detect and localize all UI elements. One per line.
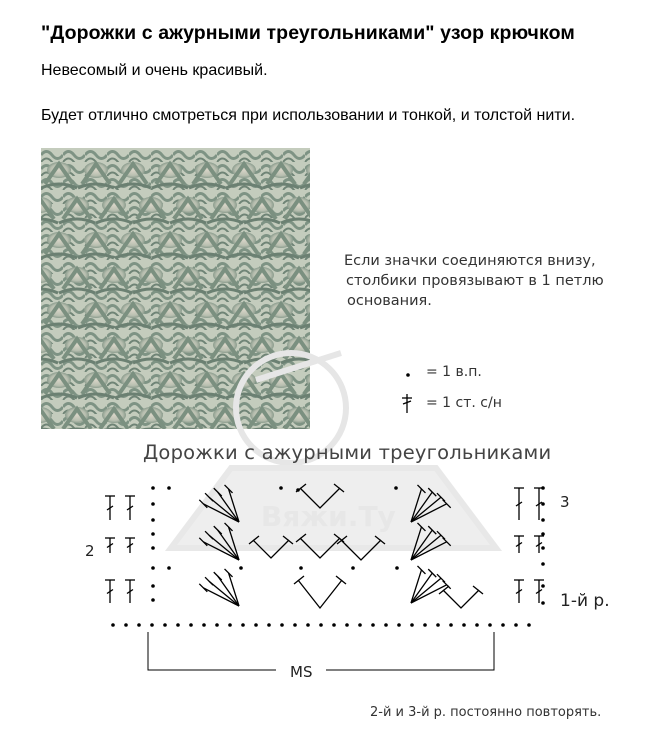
v-stitch [439,586,483,608]
chain-stitch [395,566,399,570]
chain-stitch [176,623,180,627]
chain-stitch [384,623,388,627]
chain-stitch [332,623,336,627]
chain-stitch [151,584,155,588]
double-crochet-stitch [125,580,135,603]
fan-stitch-group [411,566,451,603]
chain-stitch [410,623,414,627]
legend-note-line: Если значки соединяются внизу, [344,253,596,269]
chain-stitch [151,546,155,550]
chain-stitch [189,623,193,627]
chain-stitch [436,623,440,627]
chain-stitch [239,566,243,570]
chain-stitch [241,623,245,627]
chain-stitch [501,623,505,627]
double-crochet-stitch [514,536,524,553]
chain-stitch [151,502,155,506]
chain-stitch [151,566,155,570]
legend-note-line: основания. [347,293,432,309]
chain-stitch [541,518,545,522]
chain-stitch [151,598,155,602]
legend-note [344,251,604,311]
chain-stitch [279,486,283,490]
chain-stitch [541,532,545,536]
chain-stitch [397,623,401,627]
row-number-2: 2 [85,542,95,560]
double-crochet-stitch [105,496,115,520]
chain-stitch [167,566,171,570]
chain-stitch [423,623,427,627]
v-stitch [294,576,346,608]
double-crochet-stitch [125,538,135,553]
article-title: "Дорожки с ажурными треугольниками" узор крючком [41,22,575,44]
chain-stitch [111,623,115,627]
double-crochet-stitch [534,536,544,553]
chain-stitch [280,623,284,627]
double-crochet-stitch [125,496,135,520]
chain-stitch [541,601,545,605]
chain-stitch [358,623,362,627]
row-number-3: 3 [560,493,570,511]
double-crochet-stitch [105,580,115,603]
chart-title: Дорожки с ажурными треугольниками [143,441,552,464]
chain-stitch [267,623,271,627]
chain-stitch [299,566,303,570]
chain-stitch [514,623,518,627]
crochet-chart [41,148,671,748]
chain-stitch [151,532,155,536]
chain-stitch [215,623,219,627]
legend-chain-label: = 1 в.п. [426,364,482,380]
chain-stitch [167,486,171,490]
chain-stitch [163,623,167,627]
double-crochet-stitch [534,580,544,603]
double-crochet-stitch [514,488,524,520]
chain-stitch [228,623,232,627]
chain-stitch [306,623,310,627]
double-crochet-stitch [514,580,524,603]
chain-stitch [202,623,206,627]
chain-stitch [462,623,466,627]
chain-stitch [137,623,141,627]
double-crochet-symbol-icon [402,394,412,413]
chain-stitch [371,623,375,627]
chain-stitch [150,623,154,627]
double-crochet-stitch [105,538,115,553]
chain-symbol-icon [406,373,410,377]
legend-note-line: столбики провязывают в 1 петлю [346,273,604,289]
intro-paragraph-2: Будет отлично смотреться при использовании и тонкой, и толстой нити. [41,107,576,124]
fan-stitch-group [199,569,239,606]
chain-stitch [351,566,355,570]
chain-stitch [124,623,128,627]
chain-stitch [151,486,155,490]
chain-stitch [541,562,545,566]
chain-stitch [527,623,531,627]
watermark-text: Вяжи.Ту [261,500,396,533]
row-label-1: 1-й р. [560,591,610,611]
chain-stitch [293,623,297,627]
chain-stitch [541,502,545,506]
chain-stitch [319,623,323,627]
chain-stitch [345,623,349,627]
intro-paragraph: Невесомый и очень красивый. [41,62,268,79]
chain-stitch [541,486,545,490]
chain-stitch [475,623,479,627]
chain-stitch [488,623,492,627]
repeat-bracket [148,632,494,670]
chain-stitch [394,486,398,490]
repeat-label: MS [290,663,313,681]
chain-stitch [449,623,453,627]
chain-stitch [541,546,545,550]
repeat-note: 2-й и 3-й р. постоянно повторять. [370,705,602,720]
chain-stitch [541,584,545,588]
legend-double-crochet-label: = 1 ст. с/н [426,395,502,411]
chain-stitch [254,623,258,627]
chain-stitch [151,518,155,522]
